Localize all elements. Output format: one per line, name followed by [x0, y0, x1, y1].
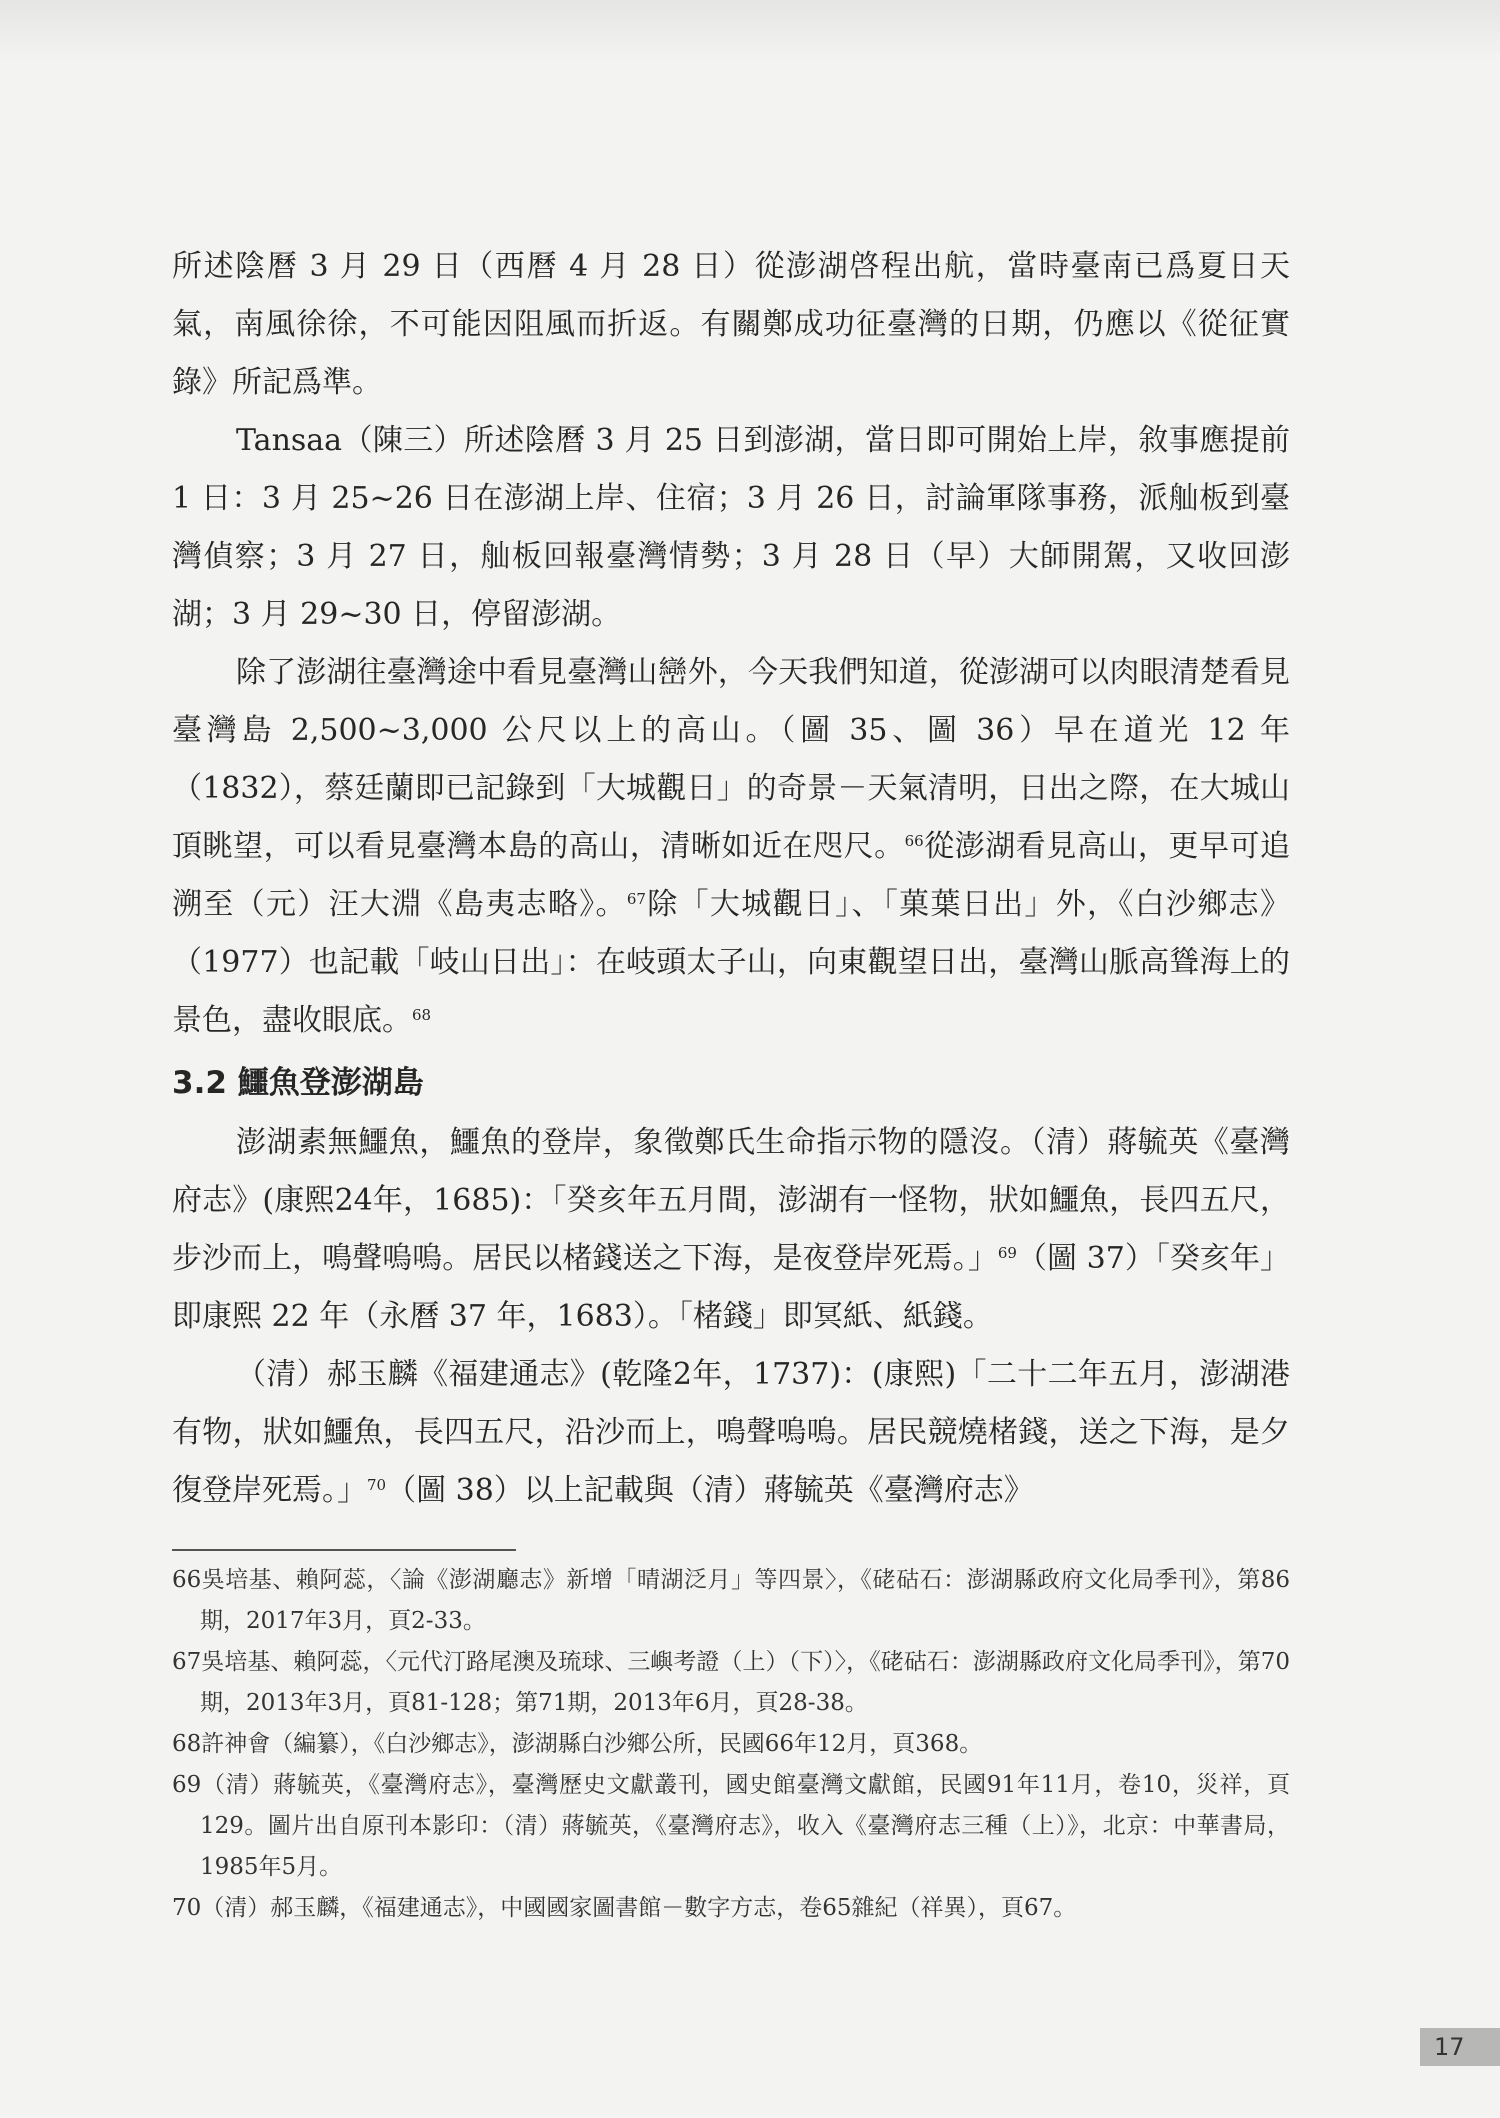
footnote-70: 70（清）郝玉麟，《福建通志》，中國國家圖書館－數字方志，卷65雜紀（祥異），頁67。: [172, 1895, 1077, 1921]
body-paragraph-2: Tansaa（陳三）所述陰曆 3 月 25 日到澎湖，當日即可開始上岸，敘事應提前 1 日：3 月 25~26 日在澎湖上岸、住宿；3 月 26 日，討論軍隊事務，派舢板到臺灣偵察；3 月 27 日，舢板回報臺灣情勢；3 月 28 日（早）大師開駕，又收回澎湖；3 月 29~30 日，停留澎湖。: [172, 423, 1290, 632]
paragraph-text: （圖 37）「癸亥年」即康熙 22 年（永曆 37 年，1683）。「楮錢」即冥紙、紙錢。: [172, 1241, 1290, 1334]
paragraph-text: （圖 38）以上記載與（清）蔣毓英《臺灣府志》: [386, 1473, 1034, 1508]
body-paragraph-1: 所述陰曆 3 月 29 日（西曆 4 月 28 日）從澎湖啓程出航，當時臺南已爲夏日天氣，南風徐徐，不可能因阻風而折返。有關鄭成功征臺灣的日期，仍應以《從征實錄》所記爲準。: [172, 249, 1290, 400]
main-text: [172, 238, 1290, 1520]
page-number: 17: [1420, 2028, 1500, 2066]
body-paragraph-5: [172, 1346, 1290, 1520]
footnote-69: 69（清）蔣毓英，《臺灣府志》，臺灣歷史文獻叢刊，國史館臺灣文獻館，民國91年11月，卷10，災祥，頁129。圖片出自原刊本影印：（清）蔣毓英，《臺灣府志》，收入《臺灣府志三種（上）》，北京：中華書局，1985年5月。: [172, 1772, 1290, 1880]
footnote-68: 68許神會（編纂），《白沙鄉志》，澎湖縣白沙鄉公所，民國66年12月，頁368。: [172, 1731, 983, 1757]
paragraph-text: 除了澎湖往臺灣途中看見臺灣山巒外，今天我們知道，從澎湖可以肉眼清楚看見臺灣島 2,500~3,000 公尺以上的高山。（圖 35、圖 36）早在道光 12 年（1832），蔡廷蘭即已記錄到「大城觀日」的奇景－天氣清明，日出之際，在大城山頂眺望，可以看見臺灣本島的高山，清晰如近在咫尺。: [172, 655, 1290, 864]
footnote-ref: 68: [412, 1006, 432, 1024]
footnote-divider: [172, 1549, 516, 1551]
paragraph-text: 澎湖素無鱷魚，鱷魚的登岸，象徵鄭氏生命指示物的隱沒。（清）蔣毓英《臺灣府志》(康熙24年，1685)：「癸亥年五月間，澎湖有一怪物，狀如鱷魚，長四五尺，步沙而上，鳴聲嗚嗚。居民以楮錢送之下海，是夜登岸死焉。」: [172, 1125, 1290, 1276]
footnote-ref: 69: [997, 1244, 1017, 1262]
paragraph-text: 除「大城觀日」、「菓葉日出」外，《白沙鄉志》（1977）也記載「岐山日出」：在岐頭太子山，向東觀望日出，臺灣山脈高聳海上的景色，盡收眼底。: [172, 887, 1291, 1038]
paragraph-text: 從澎湖看見高山，更早可追溯至（元）汪大淵《島夷志略》。: [172, 829, 1291, 922]
body-paragraph-4: [172, 1114, 1290, 1346]
paragraph-text: （清）郝玉麟《福建通志》(乾隆2年，1737)：(康熙)「二十二年五月，澎湖港有物，狀如鱷魚，長四五尺，沿沙而上，鳴聲嗚嗚。居民競燒楮錢，送之下海，是夕復登岸死焉。」: [172, 1357, 1290, 1508]
footnote-67: 67吳培基、賴阿蕊，〈元代汀路尾澳及琉球、三嶼考證（上）（下）〉，《硓𥑮石：澎湖縣政府文化局季刊》，第70期，2013年3月，頁81-128；第71期，2013年6月，頁28-38。: [172, 1649, 1290, 1716]
page-top-shadow: [0, 0, 1500, 60]
body-paragraph-3: [172, 644, 1290, 1050]
footnotes: [172, 1560, 1290, 1929]
footnote-ref: 67: [626, 890, 646, 908]
footnote-ref: 66: [904, 832, 924, 850]
section-heading: 3.2 鱷魚登澎湖島: [172, 1065, 424, 1101]
footnote-ref: 70: [367, 1476, 387, 1494]
footnote-66: 66吳培基、賴阿蕊，〈論《澎湖廳志》新增「晴湖泛月」等四景〉，《硓𥑮石：澎湖縣政府文化局季刊》，第86期，2017年3月，頁2-33。: [172, 1567, 1290, 1634]
